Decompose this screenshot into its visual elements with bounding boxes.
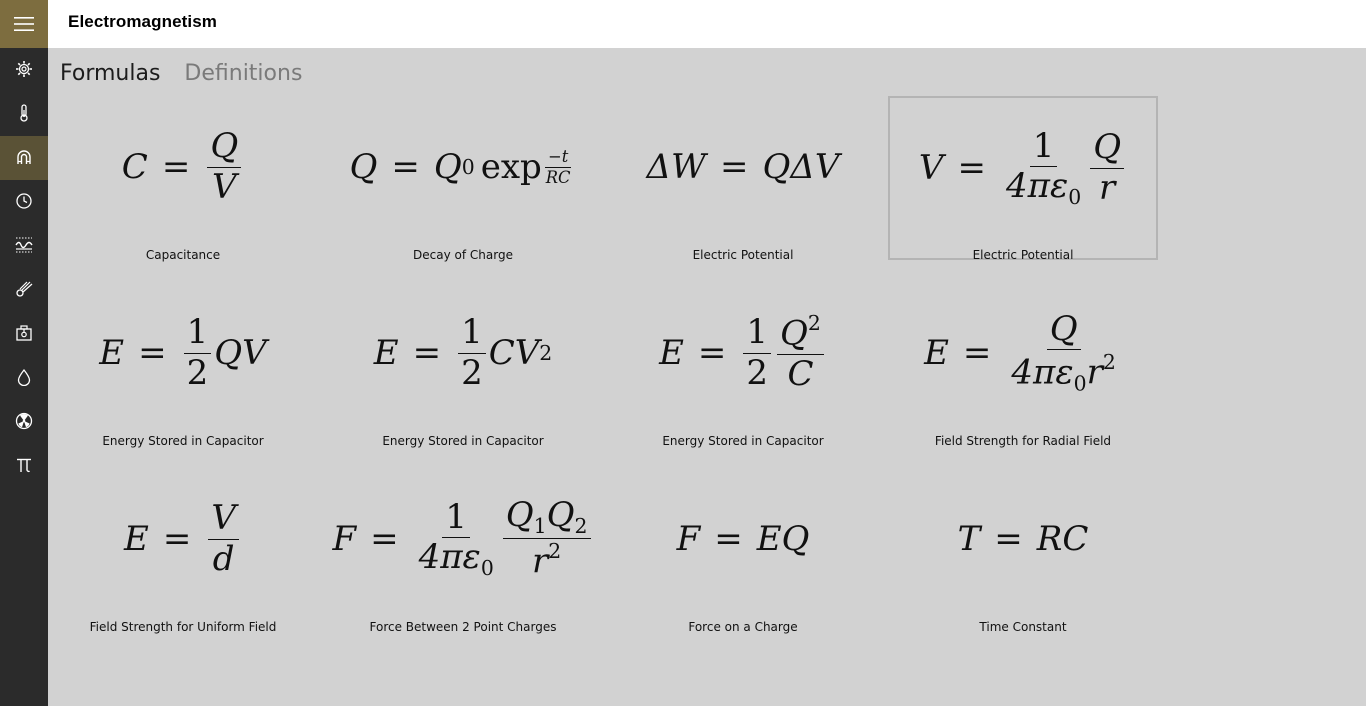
formula-expression: F = $\frac{1}{4\pi\varepsilon_0}$ $\frac{Q_1Q_2}{r^2}$ xyxy=(328,469,598,609)
formula-card-energy-stored-1[interactable] xyxy=(48,283,318,447)
formula-label: Energy Stored in Capacitor xyxy=(102,434,264,448)
formula-expression: C = $\frac{Q}{V}$ xyxy=(48,97,318,237)
formula-card-energy-stored-3[interactable] xyxy=(608,283,878,447)
nav-item-mechanics[interactable] xyxy=(0,47,48,91)
formula-label: Electric Potential xyxy=(972,248,1074,262)
formula-label: Time Constant xyxy=(979,620,1067,634)
nav-item-waves[interactable] xyxy=(0,223,48,267)
atom-box-icon xyxy=(15,324,33,342)
hamburger-menu-button[interactable] xyxy=(0,0,48,48)
formula-label: Force on a Charge xyxy=(688,620,798,634)
formula-expression: T = RC xyxy=(957,519,1089,559)
formula-label: Energy Stored in Capacitor xyxy=(382,434,544,448)
formula-card-electric-potential-2[interactable] xyxy=(888,96,1158,260)
comet-icon xyxy=(15,280,33,298)
droplet-icon xyxy=(15,368,33,386)
formula-label: Electric Potential xyxy=(692,248,794,262)
formula-expression: E = $\frac{1}{2}$ QV xyxy=(99,312,267,393)
pi-icon xyxy=(15,456,33,474)
formula-expression: E = $\frac{V}{d}$ xyxy=(48,469,318,609)
formula-expression: F = EQ xyxy=(676,519,810,559)
nav-item-fluids[interactable] xyxy=(0,355,48,399)
tab-formulas[interactable]: Formulas xyxy=(60,61,161,86)
nav-item-maths[interactable] xyxy=(0,443,48,487)
formula-label: Field Strength for Uniform Field xyxy=(89,620,277,634)
nav-item-thermal[interactable] xyxy=(0,91,48,135)
magnet-icon xyxy=(15,149,33,167)
wave-icon xyxy=(15,236,33,254)
radiation-icon xyxy=(15,412,33,430)
formula-expression: V = $\frac{1}{4\pi\varepsilon_0}$ $\frac{Q}{r}$ xyxy=(890,98,1156,238)
nav-item-astrophysics[interactable] xyxy=(0,267,48,311)
formula-expression: ΔW = Q ΔV xyxy=(646,147,840,187)
nav-item-time[interactable] xyxy=(0,179,48,223)
formula-expression: E = $\frac{1}{2}$ CV 2 xyxy=(373,312,553,393)
hamburger-icon xyxy=(14,16,34,32)
tab-definitions[interactable]: Definitions xyxy=(184,61,303,86)
formula-label: Field Strength for Radial Field xyxy=(934,434,1112,448)
page-title: Electromagnetism xyxy=(68,12,217,31)
nav-item-nuclear[interactable] xyxy=(0,399,48,443)
formula-card-electric-potential[interactable] xyxy=(608,97,878,261)
formula-card-decay-of-charge[interactable] xyxy=(328,97,598,261)
formula-card-field-strength-uniform[interactable] xyxy=(48,469,318,633)
formula-label: Decay of Charge xyxy=(413,248,513,262)
formula-card-field-strength-radial[interactable] xyxy=(888,283,1158,447)
title-bar xyxy=(48,0,1366,48)
formula-card-time-constant[interactable] xyxy=(888,469,1158,633)
nav-item-particles[interactable] xyxy=(0,311,48,355)
thermometer-icon xyxy=(15,104,33,122)
formula-card-energy-stored-2[interactable] xyxy=(328,283,598,447)
formula-card-capacitance[interactable] xyxy=(48,97,318,261)
formula-expression: Q = Q 0 exp $\frac{-t}{RC}$ xyxy=(349,146,571,187)
formula-card-force-point-charges[interactable] xyxy=(328,469,598,633)
formula-expression: E = $\frac{Q}{4\pi\varepsilon_0r^2}$ xyxy=(924,308,1116,396)
formula-expression: E = $\frac{1}{2}$ $\frac{Q^2}{C}$ xyxy=(608,283,878,423)
formula-card-force-on-charge[interactable] xyxy=(608,469,878,633)
tab-strip xyxy=(60,58,302,92)
formula-label: Force Between 2 Point Charges xyxy=(369,620,557,634)
formula-label: Capacitance xyxy=(145,248,221,262)
nav-item-electromagnetism[interactable] xyxy=(0,136,48,180)
gear-icon xyxy=(15,60,33,78)
sidebar xyxy=(0,0,48,706)
formula-label: Energy Stored in Capacitor xyxy=(662,434,824,448)
clock-icon xyxy=(15,192,33,210)
